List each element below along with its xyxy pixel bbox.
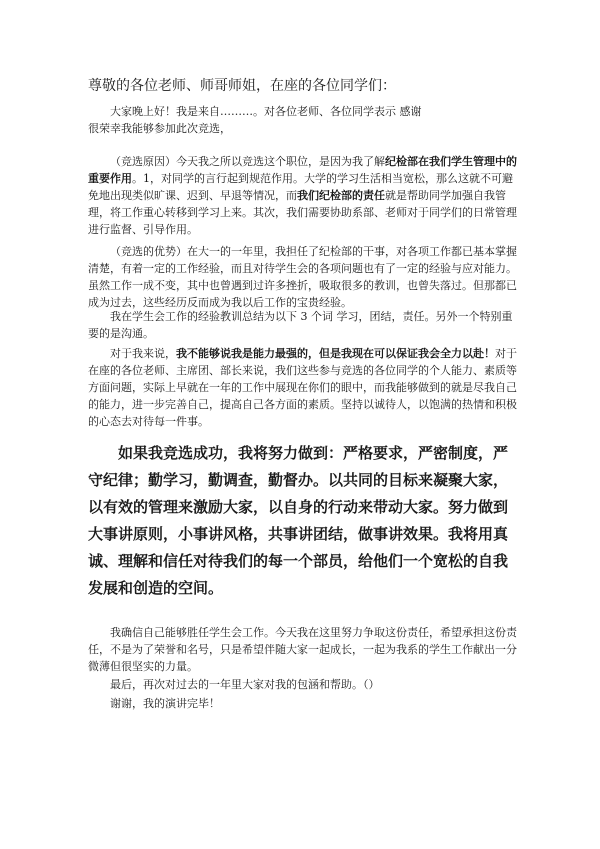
thanks-line: 谢谢，我的演讲完毕！ bbox=[110, 697, 220, 710]
reason-text-c: 。1，对同学的言行起到规范作用。大学的学习生活相当宽松，那么这就不可避免地出现类似旷课、迟到、早退等情况，而 bbox=[88, 172, 513, 202]
intro-paragraph bbox=[88, 103, 518, 137]
confidence-paragraph: 我确信自己能够胜任学生会工作。今天我在这里努力争取这份责任，希望承担这份责任，不是为了荣誉和名号，只是希望伴随大家一起成长，一起为我系的学生工作献出一分微薄但很坚实的力量。 bbox=[88, 626, 517, 673]
promise-text-a: 对于我来说， bbox=[110, 347, 176, 360]
reason-bold-d: 我们纪检部的责任 bbox=[297, 189, 385, 202]
plan-paragraph: 如果我竞选成功，我将努力做到：严格要求，严密制度，严守纪律；勤学习，勤调查，勤督办。以共同的目标来凝聚大家，以有效的管理来激励大家，以自身的行动来带动大家。努力做到大事讲原则，小事讲风格，共事讲团结，做事讲效果。我将用真诚、理解和信任对待我们的每一个部员，给他们一个宽松的自我发展和创造的空间。 bbox=[88, 444, 509, 597]
lesson-paragraph: 我在学生会工作的经验教训总结为以下 3 个词 学习，团结，责任。另外一个特别重要的是沟通。 bbox=[88, 310, 513, 340]
reason-text-a: （竞选原因）今天我之所以竞选这个职位，是因为我了解 bbox=[110, 155, 385, 168]
advantage-paragraph: （竞选的优势）在大一的一年里，我担任了纪检部的干事，对各项工作都已基本掌握清楚，有着一定的工作经验，而且对待学生会的各项问题也有了一定的经验与应对能力。虽然工作一成不变，其中也曾遇到过许多挫折，吸取很多的教训，也曾失落过。但那都已成为过去，这些经历反而成为我以后工作的宝贵经验。 bbox=[88, 245, 517, 309]
greeting-heading: 尊敬的各位老师、师哥师姐，在座的各位同学们： bbox=[88, 78, 396, 94]
reason-text-e: 就是帮助同学加强自我管理，将工作重心转移到学习上来。其次，我们需要协助系部、老师对于同学们的日常管理进行监督、引导作用。 bbox=[88, 189, 517, 236]
promise-text-c: 对于在座的各位老师、主席团、部长来说，我们这些参与竞选的各位同学的个人能力、素质等方面问题，实际上早就在一年的工作中展现在你们的眼中，而我能够做到的就是尽我自己的能力，进一步完善自己，提高自己各方面的素质。坚持以诚待人，以饱满的热情和积极的心态去对待每一件事。 bbox=[88, 347, 517, 428]
promise-bold-b: 我不能够说我是能力最强的，但是我现在可以保证我会全力以赴！ bbox=[176, 347, 495, 360]
promise-paragraph bbox=[88, 345, 518, 430]
intro-line-1: 大家晚上好！我是来自………。对各位老师、各位同学表示 感谢 bbox=[110, 105, 422, 118]
reason-bold-b: 纪检部在我们学生管理中的重要作用 bbox=[88, 155, 517, 185]
reason-paragraph bbox=[88, 153, 518, 238]
closing-paragraph: 最后，再次对过去的一年里大家对我的包涵和帮助。（） bbox=[110, 678, 380, 691]
intro-line-2: 很荣幸我能够参加此次竞选， bbox=[88, 122, 231, 135]
